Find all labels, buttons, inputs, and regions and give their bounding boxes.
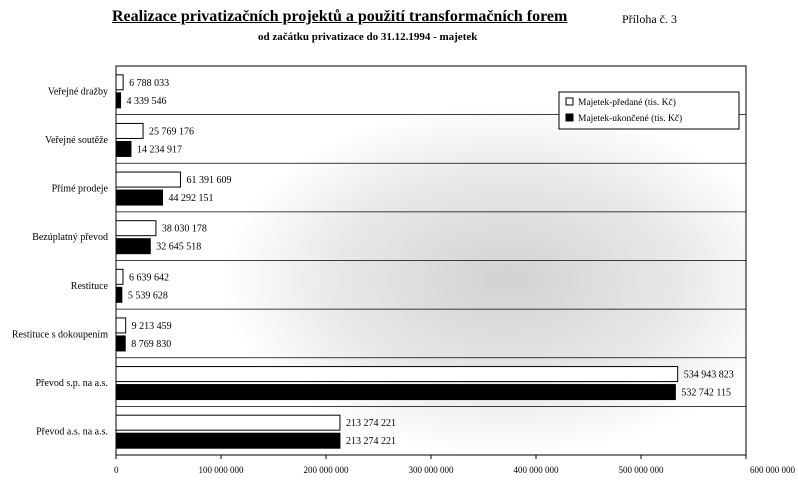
value-label-transferred: 6 788 033 [129,77,170,89]
value-label-transferred: 213 274 221 [345,418,396,430]
legend [559,92,739,129]
chart-title: Realizace privatizačních projektů a použití transformačních forem [112,8,568,25]
category-label: Bezúplatný převod [32,232,108,244]
x-tick-label: 200 000 000 [303,465,349,475]
bar-transferred [116,75,123,90]
category-label: Veřejné dražby [47,86,108,98]
value-label-completed: 5 539 628 [127,290,168,302]
bar-completed [116,433,340,448]
bar-completed [116,336,125,351]
bar-completed [116,385,675,400]
bar-transferred [116,367,678,382]
value-label-transferred: 534 943 823 [683,369,734,381]
legend-swatch-transferred [566,98,573,105]
value-label-transferred: 9 213 459 [131,320,172,332]
value-label-completed: 14 234 917 [136,144,182,156]
value-label-completed: 8 769 830 [131,338,172,350]
category-label: Převod a.s. na a.s. [36,426,108,438]
value-label-transferred: 25 769 176 [149,126,195,138]
x-tick-label: 300 000 000 [408,465,454,475]
category-label: Veřejné soutěže [44,134,108,146]
bar-transferred [116,123,143,138]
bar-completed [116,141,131,156]
bar-transferred [116,269,123,284]
legend-swatch-completed [566,114,573,121]
bar-transferred [116,172,180,187]
bar-completed [116,239,150,254]
value-label-completed: 213 274 221 [345,436,396,448]
chart-subtitle: od začátku privatizace do 31.12.1994 - majetek [258,31,478,43]
bar-completed [116,93,121,108]
value-label-completed: 32 645 518 [156,241,202,253]
legend-label-transferred: Majetek-předané (tis. Kč) [578,98,676,108]
annex-label: Příloha č. 3 [622,12,677,26]
category-label: Přímé prodeje [51,183,108,195]
value-label-transferred: 61 391 609 [186,175,232,187]
value-label-completed: 4 339 546 [126,95,167,107]
bar-completed [116,190,163,205]
bar-transferred [116,318,126,333]
category-label: Restituce [70,280,108,292]
value-label-completed: 532 742 115 [681,387,732,399]
bar-completed [116,287,122,302]
x-tick-label: 100 000 000 [198,465,244,475]
value-label-completed: 44 292 151 [168,193,214,205]
legend-label-completed: Majetek-ukončené (tis. Kč) [578,114,683,124]
x-tick-label: 600 000 000 [750,465,795,475]
x-tick-label: 500 000 000 [618,465,664,475]
category-label: Restituce s dokoupením [11,329,108,341]
value-label-transferred: 38 030 178 [161,223,207,235]
value-label-transferred: 6 639 642 [128,272,169,284]
x-tick-label: 0 [114,465,119,475]
category-label: Převod s.p. na a.s. [35,378,108,390]
bar-transferred [116,221,156,236]
bar-transferred [116,415,340,430]
x-tick-label: 400 000 000 [513,465,559,475]
